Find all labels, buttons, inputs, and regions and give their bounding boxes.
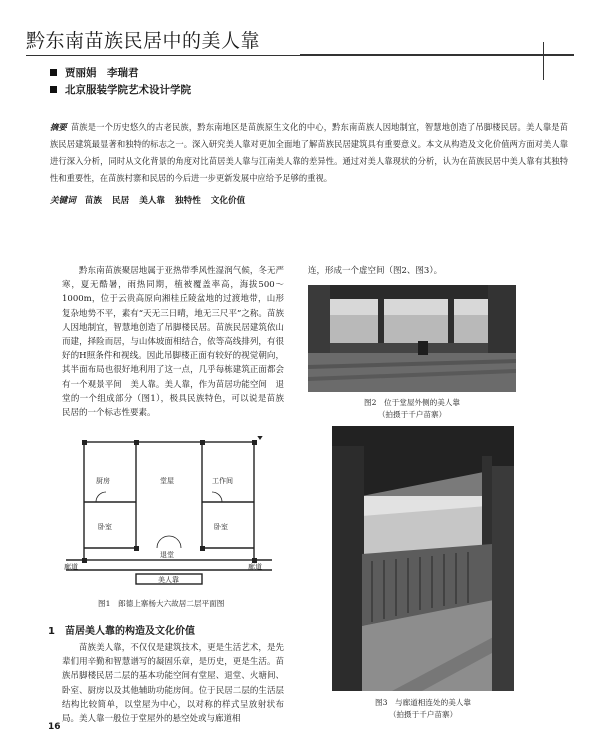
abstract-label: 摘要 <box>50 122 67 132</box>
page-title: 黔东南苗族民居中的美人靠 <box>26 30 261 52</box>
porch-photo-drawing <box>308 285 516 392</box>
affiliation-text: 北京服装学院艺术设计学院 <box>65 84 191 96</box>
figure-3-caption-line2: （拍摄于千户苗寨） <box>388 710 458 719</box>
figure-1-floor-plan <box>62 436 274 591</box>
keywords <box>50 194 252 206</box>
corner-vertical-rule <box>543 42 544 80</box>
figure-2-caption-line1: 图2 位于堂屋外侧的美人靠 <box>364 398 460 407</box>
room-workroom: 工作间 <box>212 477 233 485</box>
abstract-text: 苗族是一个历史悠久的古老民族，黔东南地区是苗族原生文化的中心，黔东南苗族人因地制宜，智慧地创造了吊脚楼民居。美人靠是苗族民居建筑最显著和独特的标志之一。深入研究美人靠对更加全面地了解苗族民居建筑具有重要意义。本文从构造及文化价值两方面对美人靠进行深入分析，同时从文化背景的角度对比苗居美人靠与江南美人靠的差异性。通过对美人靠现状的分析，认为在苗族民居中美人靠有其独特性和重要性，在苗族村寨和民居的今后进一步更新发展中应给予足够的重视。 <box>50 122 568 183</box>
corridor-photo-drawing <box>332 426 514 691</box>
page-number: 16 <box>48 722 61 730</box>
abstract <box>50 119 568 187</box>
keyword: 独特性 <box>175 196 201 206</box>
room-meirenkao: 美人靠 <box>158 576 179 584</box>
room-corridor-right: 廊道 <box>248 563 262 571</box>
figure-2-photo <box>308 285 516 392</box>
figure-2-caption-line2: （拍摄于千户苗寨） <box>377 410 447 419</box>
figure-1-caption: 图1 郎德上寨杨大六故居二层平面图 <box>98 599 225 608</box>
figure-3-photo <box>332 426 514 691</box>
intro-paragraph: 黔东南苗族聚居地属于亚热带季风性湿润气候，冬无严寒，夏无酷暑，雨热同期，植被覆盖率高，海拔500～1000m，位于云贵高原向湘桂丘陵盆地的过渡地带，山形复杂地势不平，素有“天无三日晴，地无三尺平”之称。苗族人因地制宜，智慧地创造了吊脚楼民居。苗族民居建筑依山而建，择险而居，与山体坡面相结合，依等高线排列，有很好的H照条件和视线。因此吊脚楼正面有较好的视觉朝向，其半面布局也很好地利用了这一点，几乎每栋建筑正面都会有一个观景平间 美人靠。美人靠，作为苗居功能空间 退堂的一个组成部分（图1），极具民族特色，可以说是苗族民居的一个标志性要素。 <box>62 266 284 419</box>
author-names: 贾丽娟 李瑞君 <box>65 67 139 79</box>
section-1-heading: 1 苗居美人靠的构造及文化价值 <box>48 626 195 637</box>
keyword: 民居 <box>112 196 130 206</box>
room-porch: 退堂 <box>160 551 174 559</box>
keyword: 美人靠 <box>139 196 165 206</box>
room-kitchen: 厨房 <box>96 477 110 485</box>
room-bedroom-right: 卧室 <box>214 523 228 531</box>
floor-plan-drawing <box>62 436 274 591</box>
right-column-text: 连，形成一个虚空间（图2、图3）。 <box>308 266 443 276</box>
bullet-square-icon <box>50 86 57 93</box>
figure-3-caption <box>332 697 514 721</box>
room-hall: 堂屋 <box>160 477 174 485</box>
room-bedroom-left: 卧室 <box>98 523 112 531</box>
section-1-text: 苗族美人靠，不仅仅是建筑技术，更是生活艺术，是先辈们用辛勤和智慧谱写的凝固乐章，是历史，更是生活。苗族吊脚楼民居二层的基本功能空间有堂屋、退堂、火塘间、卧室、厨房以及其他辅助功能房间。位于民居二层的生活层结构比较简单，以堂屋为中心，以对称的样式呈放射状布局。美人靠一般位于堂屋外的悬空处或与廊道相 <box>62 643 284 725</box>
keyword: 文化价值 <box>210 196 246 206</box>
authors <box>50 65 139 80</box>
bullet-square-icon <box>50 69 57 76</box>
affiliation <box>50 82 191 97</box>
room-corridor-left: 廊道 <box>64 563 78 571</box>
figure-2-caption <box>308 397 516 421</box>
keywords-label: 关键词 <box>50 196 76 206</box>
figure-3-caption-line1: 图3 与廊道相连处的美人靠 <box>375 698 471 707</box>
keyword: 苗族 <box>84 196 102 206</box>
title-rule-accent <box>300 54 574 56</box>
